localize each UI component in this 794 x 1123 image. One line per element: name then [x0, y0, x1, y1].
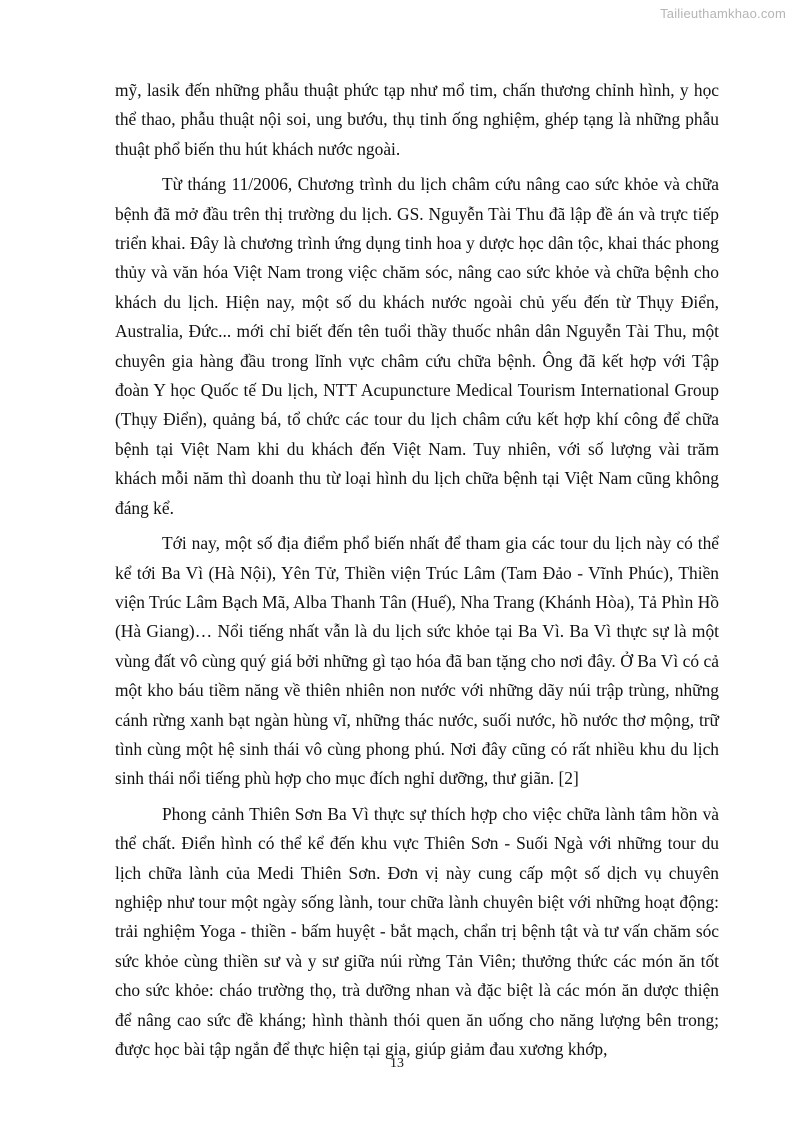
- page-number: 13: [390, 1056, 404, 1071]
- document-body: [115, 76, 719, 1070]
- paragraph-4: Phong cảnh Thiên Sơn Ba Vì thực sự thích hợp cho việc chữa lành tâm hồn và thể chất. Điển hình có thể kể đến khu vực Thiên Sơn - Suối Ngà với những tour du lịch chữa lành của Medi Thiên Sơn. Đơn vị này cung cấp một số dịch vụ chuyên nghiệp như tour một ngày sống lành, tour chữa lành chuyên biệt với những hoạt động: trải nghiệm Yoga - thiền - bấm huyệt - bắt mạch, chẩn trị bệnh tật và tư vấn chăm sóc sức khỏe cùng thiền sư và y sư giữa núi rừng Tản Viên; thưởng thức các món ăn tốt cho sức khỏe: cháo trường thọ, trà dưỡng nhan và đặc biệt là các món ăn dược thiện để nâng cao sức đề kháng; hình thành thói quen ăn uống cho năng lượng bên trong; được học bài tập ngắn để thực hiện tại gia, giúp giảm đau xương khớp,: [115, 803, 719, 1059]
- paragraph-3: Tới nay, một số địa điểm phổ biến nhất để tham gia các tour du lịch này có thể kể tới Ba Vì (Hà Nội), Yên Tử, Thiền viện Trúc Lâm (Tam Đảo - Vĩnh Phúc), Thiền viện Trúc Lâm Bạch Mã, Alba Thanh Tân (Huế), Nha Trang (Khánh Hòa), Tả Phìn Hồ (Hà Giang)… Nổi tiếng nhất vẫn là du lịch sức khỏe tại Ba Vì. Ba Vì thực sự là một vùng đất vô cùng quý giá bởi những gì tạo hóa đã ban tặng cho nơi đây. Ở Ba Vì có cả một kho báu tiềm năng về thiên nhiên non nước với những dãy núi trập trùng, những cánh rừng xanh bạt ngàn hùng vĩ, những thác nước, suối nước, hồ nước thơ mộng, trữ tình cùng một hệ sinh thái vô cùng phong phú. Nơi đây cũng có rất nhiều khu du lịch sinh thái nổi tiếng phù hợp cho mục đích nghỉ dưỡng, thư giãn. [2]: [115, 533, 719, 789]
- paragraph-2: Từ tháng 11/2006, Chương trình du lịch châm cứu nâng cao sức khỏe và chữa bệnh đã mở đầu trên thị trường du lịch. GS. Nguyễn Tài Thu đã lập đề án và trực tiếp triển khai. Đây là chương trình ứng dụng tinh hoa y dược học dân tộc, khai thác phong thủy và văn hóa Việt Nam trong việc chăm sóc, nâng cao sức khỏe và chữa bệnh cho khách du lịch. Hiện nay, một số du khách nước ngoài chủ yếu đến từ Thụy Điển, Australia, Đức... mới chỉ biết đến tên tuổi thầy thuốc nhân dân Nguyễn Tài Thu, một chuyên gia hàng đầu trong lĩnh vực châm cứu chữa bệnh. Ông đã kết hợp với Tập đoàn Y học Quốc tế Du lịch, NTT Acupuncture Medical Tourism International Group (Thụy Điển), quảng bá, tổ chức các tour du lịch châm cứu kết hợp khí công để chữa bệnh tại Việt Nam khi du khách đến Việt Nam. Tuy nhiên, với số lượng vài trăm khách mỗi năm thì doanh thu từ loại hình du lịch chữa bệnh tại Việt Nam cũng không đáng kể.: [115, 174, 719, 518]
- paragraph-1: mỹ, lasik đến những phẫu thuật phức tạp như mổ tim, chấn thương chỉnh hình, y học thể thao, phẫu thuật nội soi, ung bướu, thụ tinh ống nghiệm, ghép tạng là những phẫu thuật phổ biến thu hút khách nước ngoài.: [115, 80, 719, 159]
- watermark-text: Tailieuthamkhao.com: [660, 6, 786, 21]
